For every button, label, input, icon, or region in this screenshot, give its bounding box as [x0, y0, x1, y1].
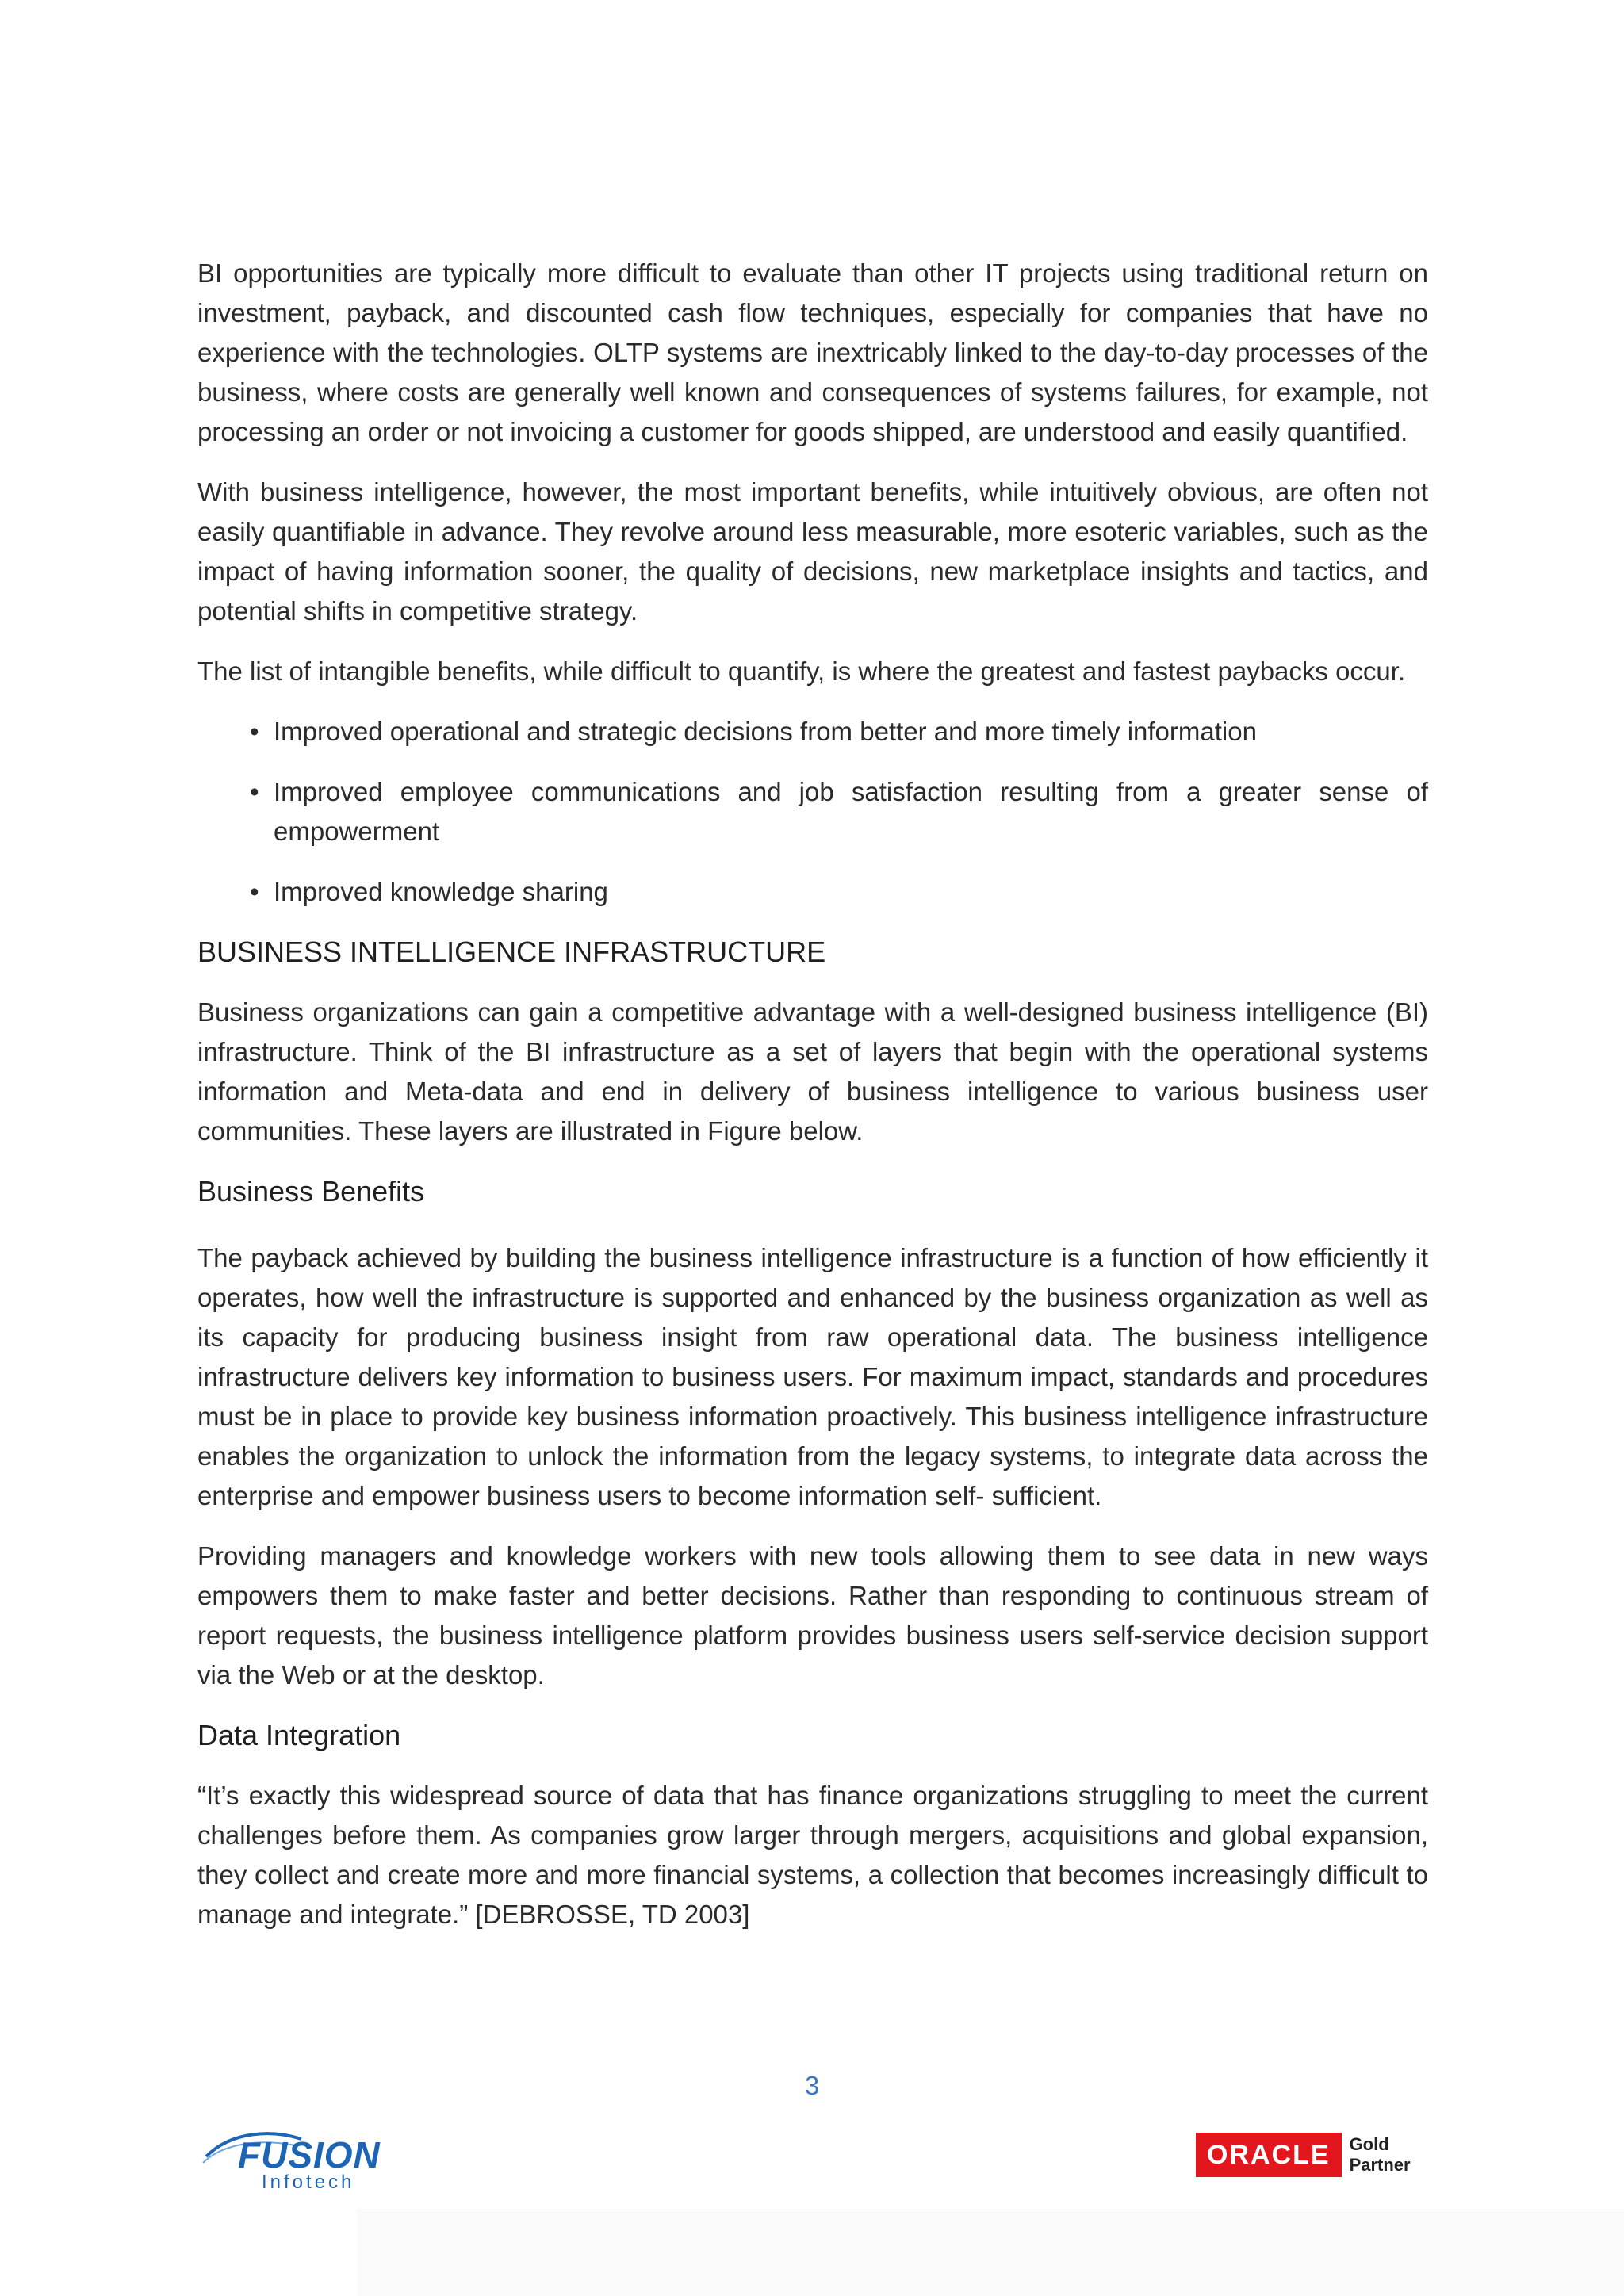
- business-benefits-paragraph-1: The payback achieved by building the business intelligence infrastructure is a function of how efficiently it operates, how well the infrastructure is supported and enhanced by the business organization as well as its capacity for producing business insight from raw operational data. The business intelligence infrastructure delivers key information to business users. For maximum impact, standards and procedures must be in place to provide key business information proactively. This business intelligence infrastructure enables the organization to unlock the information from the legacy systems, to integrate data across the enterprise and empower business users to become information self- sufficient.: [197, 1243, 1428, 1510]
- oracle-gold-partner-logo: [1196, 2131, 1418, 2179]
- oracle-logo-text: ORACLE: [1196, 2133, 1342, 2177]
- infrastructure-heading: BUSINESS INTELLIGENCE INFRASTRUCTURE: [197, 936, 826, 968]
- page-number: 3: [804, 2071, 820, 2100]
- data-integration-heading: Data Integration: [197, 1719, 401, 1751]
- bullet-icon: •: [250, 877, 259, 906]
- list-item: [250, 872, 1428, 912]
- page-content: [197, 254, 1428, 1955]
- benefits-bullet-list: [197, 712, 1428, 912]
- oracle-partner-text: Partner: [1349, 2155, 1411, 2175]
- fusion-logo-icon: [200, 2115, 398, 2195]
- list-item-text: Improved operational and strategic decisions from better and more timely information: [274, 717, 1257, 746]
- list-item: [250, 712, 1428, 752]
- fusion-logo-text: FUSION: [238, 2134, 381, 2175]
- fusion-infotech-logo: [200, 2115, 398, 2195]
- footer-band: [357, 2209, 1624, 2296]
- fusion-logo-subtext: Infotech: [262, 2172, 355, 2193]
- oracle-gold-text: Gold: [1349, 2134, 1389, 2154]
- intro-paragraph-2: With business intelligence, however, the most important benefits, while intuitively obvious, are often not easily quantifiable in advance. They revolve around less measurable, more esoteric variables, such as the impact of having information sooner, the quality of decisions, new marketplace insights and tactics, and potential shifts in competitive strategy.: [197, 477, 1428, 626]
- bullet-icon: •: [250, 717, 259, 746]
- business-benefits-paragraph-2: Providing managers and knowledge workers with new tools allowing them to see data in new ways empowers them to make faster and better decisions. Rather than responding to continuous stream of report requests, the business intelligence platform provides business users self-service decision support via the Web or at the desktop.: [197, 1541, 1428, 1689]
- infrastructure-paragraph: Business organizations can gain a competitive advantage with a well-designed business intelligence (BI) infrastructure. Think of the BI infrastructure as a set of layers that begin with the operational systems information and Meta-data and end in delivery of business intelligence to various business user communities. These layers are illustrated in Figure below.: [197, 997, 1428, 1146]
- oracle-partner-label: [1350, 2134, 1411, 2175]
- list-item-text: Improved employee communications and job satisfaction resulting from a greater sense of empowerment: [274, 777, 1428, 846]
- list-item-text: Improved knowledge sharing: [274, 877, 608, 906]
- intro-paragraph-1: BI opportunities are typically more difficult to evaluate than other IT projects using traditional return on investment, payback, and discounted cash flow techniques, especially for companies that have no experience with the technologies. OLTP systems are inextricably linked to the day-to-day processes of the business, where costs are generally well known and consequences of systems failures, for example, not processing an order or not invoicing a customer for goods shipped, are understood and easily quantified.: [197, 258, 1428, 446]
- bullet-icon: •: [250, 777, 259, 806]
- data-integration-paragraph: “It’s exactly this widespread source of data that has finance organizations struggling to meet the current challenges before them. As companies grow larger through mergers, acquisitions and global expansion, they collect and create more and more financial systems, a collection that becomes increasingly difficult to manage and integrate.” [DEBROSSE, TD 2003]: [197, 1781, 1428, 1929]
- intro-paragraph-3: The list of intangible benefits, while difficult to quantify, is where the greatest and fastest paybacks occur.: [197, 656, 1406, 686]
- list-item: [250, 772, 1428, 851]
- business-benefits-heading: Business Benefits: [197, 1175, 425, 1207]
